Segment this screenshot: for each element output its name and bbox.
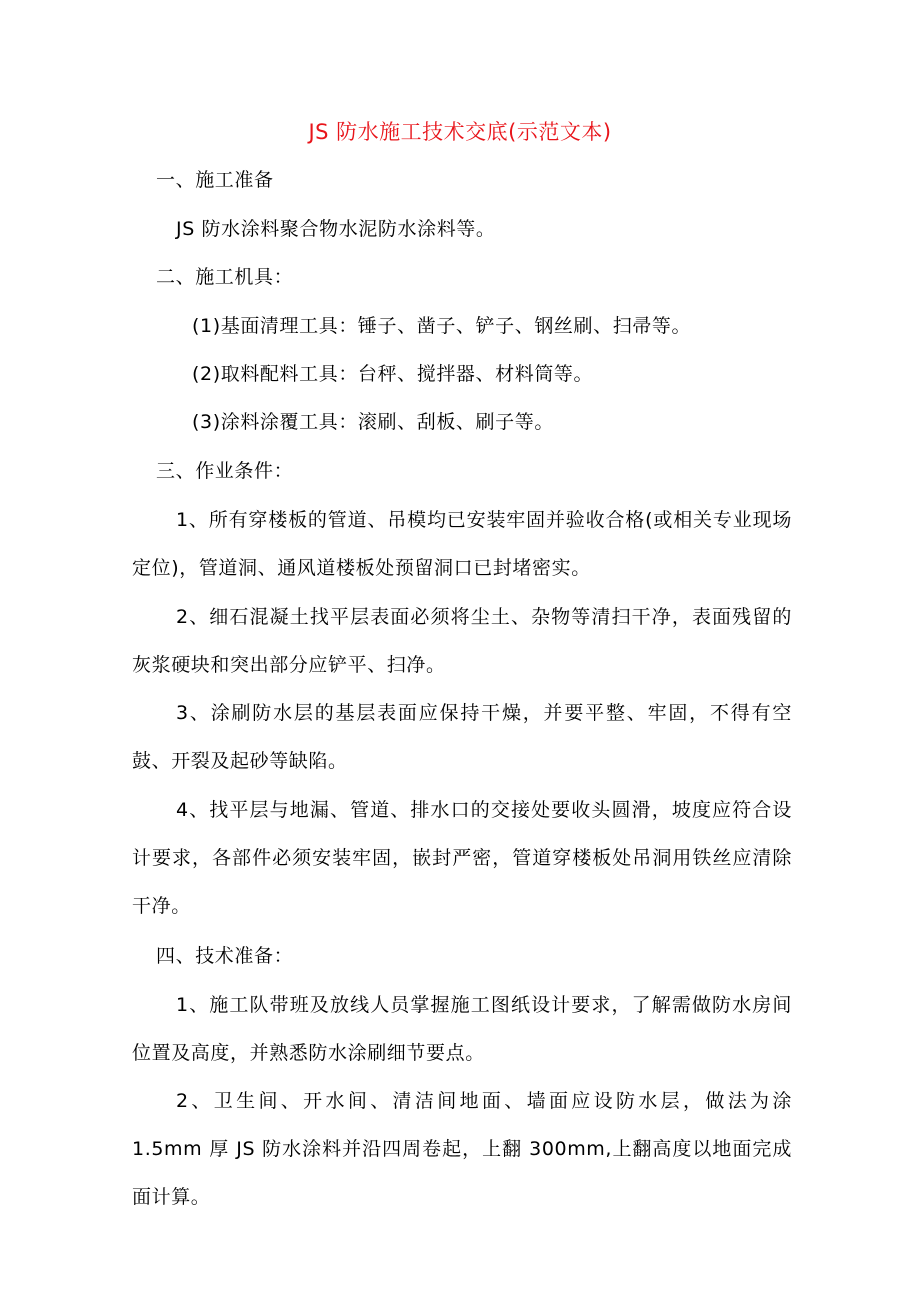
section-4-paragraph-2: 2、卫生间、开水间、清洁间地面、墙面应设防水层，做法为涂 1.5mm 厚 JS 防水涂料并沿四周卷起，上翻 300mm,上翻高度以地面完成面计算。	[132, 1090, 792, 1208]
section-3-paragraph-1: 1、所有穿楼板的管道、吊模均已安装牢固并验收合格(或相关专业现场定位)，管道洞、通风道楼板处预留洞口已封堵密实。	[132, 509, 792, 579]
section-4-paragraph-1: 1、施工队带班及放线人员掌握施工图纸设计要求，了解需做防水房间位置及高度，并熟悉防水涂刷细节要点。	[132, 994, 792, 1064]
section-2-item-1: (1)基面清理工具：锤子、凿子、铲子、钢丝刷、扫帚等。	[192, 315, 692, 337]
section-2-item-3: (3)涂料涂覆工具：滚刷、刮板、刷子等。	[192, 411, 554, 433]
section-3-paragraph-2: 2、细石混凝土找平层表面必须将尘土、杂物等清扫干净，表面残留的灰浆硬块和突出部分应铲平、扫净。	[132, 606, 792, 676]
section-2-heading: 二、施工机具：	[156, 266, 294, 288]
section-1-text: JS 防水涂料聚合物水泥防水涂料等。	[176, 218, 496, 240]
section-2-item-2: (2)取料配料工具：台秤、搅拌器、材料筒等。	[192, 363, 594, 385]
document-title: JS 防水施工技术交底(示范文本)	[308, 120, 612, 144]
section-4-heading: 四、技术准备：	[156, 945, 294, 967]
section-3-heading: 三、作业条件：	[156, 460, 294, 482]
section-3-paragraph-4: 4、找平层与地漏、管道、排水口的交接处要收头圆滑，坡度应符合设计要求，各部件必须安装牢固，嵌封严密，管道穿楼板处吊洞用铁丝应清除干净。	[132, 799, 792, 917]
section-1-heading: 一、施工准备	[156, 169, 274, 191]
section-3-paragraph-3: 3、涂刷防水层的基层表面应保持干燥，并要平整、牢固，不得有空鼓、开裂及起砂等缺陷。	[132, 702, 792, 772]
